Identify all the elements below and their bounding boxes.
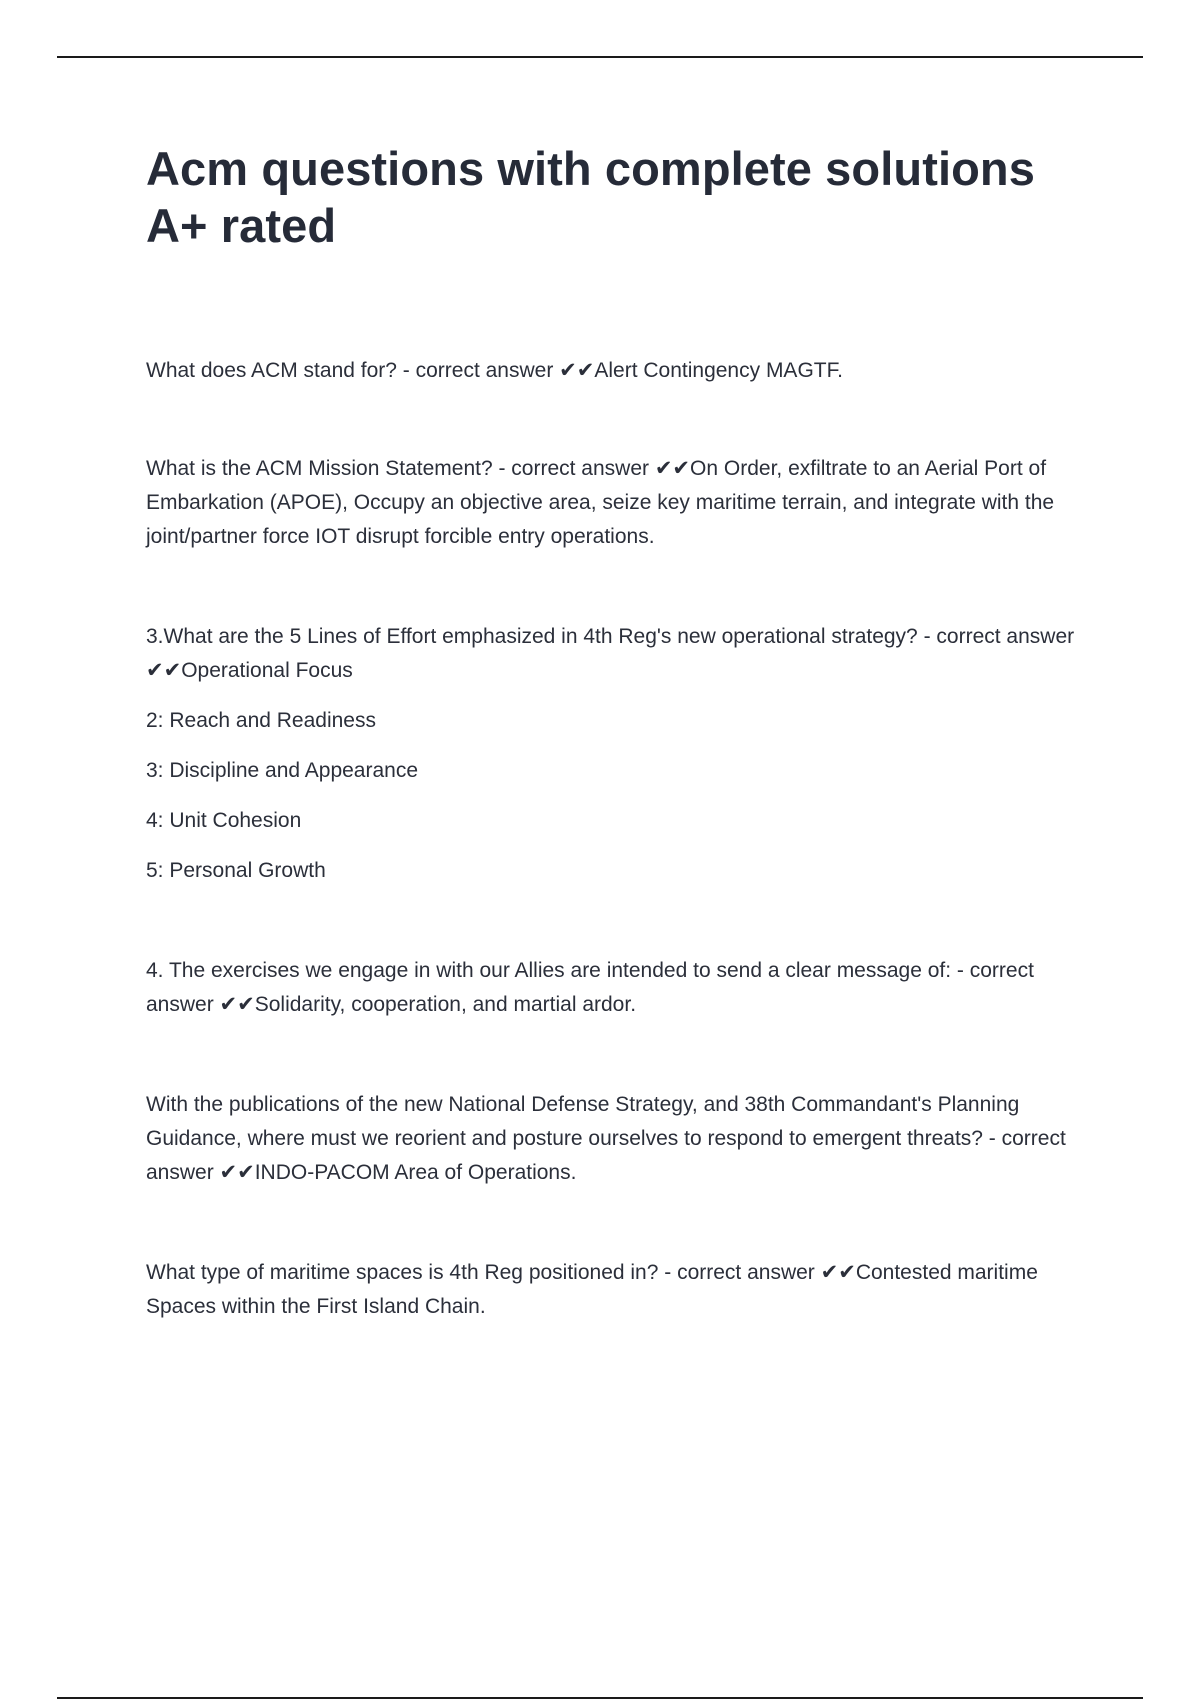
qa-item — [146, 620, 1096, 888]
qa-list-item: 2: Reach and Readiness — [146, 709, 376, 732]
qa-text: What is the ACM Mission Statement? - correct answer ✔✔On Order, exfiltrate to an Aerial Port of Embarkation (APOE), Occupy an objective area, seize key maritime terrain, and integrate with the joint/partner force IOT disrupt forcible entry operations. — [146, 457, 1055, 548]
qa-item — [146, 1256, 1096, 1324]
qa-text: 4. The exercises we engage in with our Allies are intended to send a clear message of: - correct answer ✔✔Solidarity, cooperation, and martial ardor. — [146, 959, 1034, 1016]
qa-list — [146, 354, 1096, 1324]
qa-text: What type of maritime spaces is 4th Reg positioned in? - correct answer ✔✔Contested maritime Spaces within the First Island Chain. — [146, 1261, 1038, 1318]
qa-item — [146, 954, 1096, 1022]
qa-list-item: 3: Discipline and Appearance — [146, 759, 419, 782]
qa-text: What does ACM stand for? - correct answer ✔✔Alert Contingency MAGTF. — [146, 359, 843, 382]
qa-list-item: 5: Personal Growth — [146, 859, 326, 882]
document-body — [146, 140, 1096, 1324]
qa-item — [146, 1088, 1096, 1190]
qa-text: With the publications of the new National Defense Strategy, and 38th Commandant's Planning Guidance, where must we reorient and posture ourselves to respond to emergent threats? - correct answer ✔✔INDO-PACOM Area of Operations. — [146, 1093, 1066, 1184]
qa-text: 3.What are the 5 Lines of Effort emphasized in 4th Reg's new operational strategy? - correct answer ✔✔Operational Focus — [146, 625, 1075, 682]
bottom-divider — [57, 1697, 1143, 1699]
qa-item — [146, 354, 1096, 388]
top-divider — [57, 56, 1143, 58]
qa-item — [146, 452, 1096, 554]
qa-list-item: 4: Unit Cohesion — [146, 809, 302, 832]
document-title: Acm questions with complete solutions A+ rated — [146, 142, 1035, 252]
